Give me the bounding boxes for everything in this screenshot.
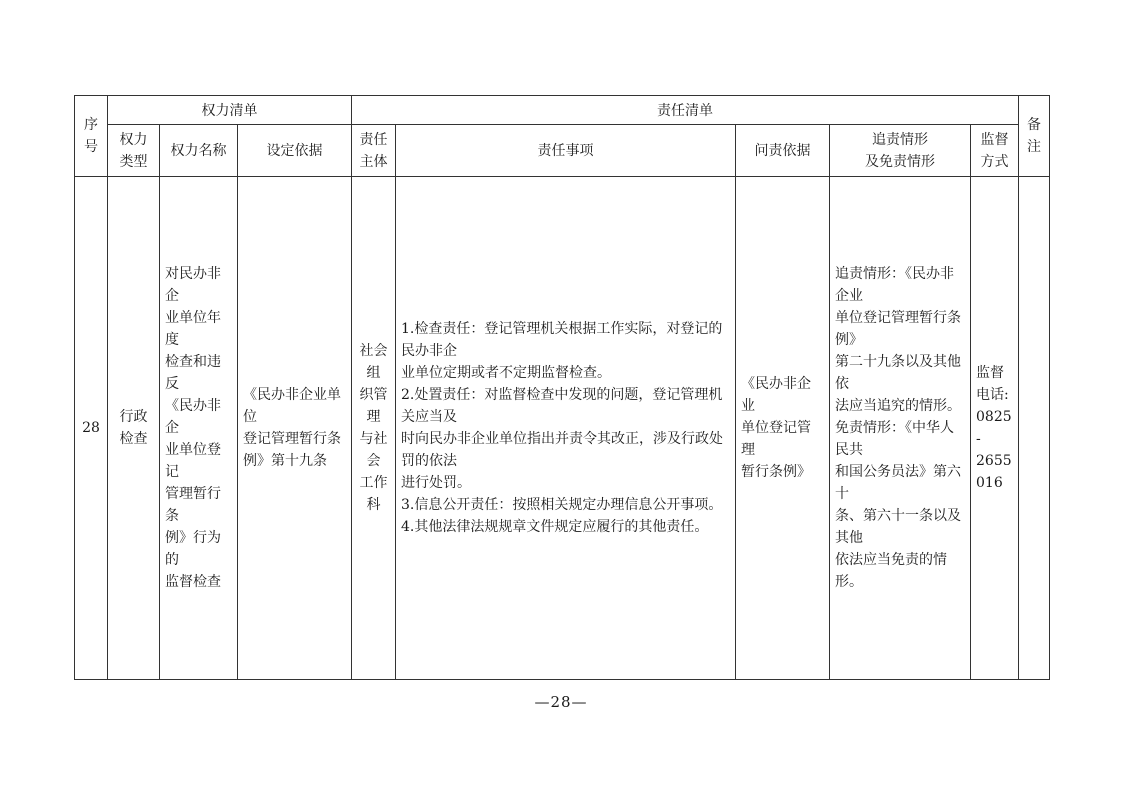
cell-basis: 《民办非企业单位 登记管理暂行条 例》第十九条 (238, 177, 352, 680)
cell-power-name: 对民办非企 业单位年度 检查和违反 《民办非企 业单位登记 管理暂行条 例》行为的 监督检查 (160, 177, 238, 680)
header-basis: 设定依据 (238, 125, 352, 177)
header-row-1 (75, 96, 1050, 125)
header-matters: 责任事项 (396, 125, 736, 177)
header-seq: 序 号 (75, 96, 108, 177)
cell-accountability-basis: 《民办非企业 单位登记管理 暂行条例》 (736, 177, 830, 680)
header-accountability-basis: 问责依据 (736, 125, 830, 177)
cell-seq: 28 (75, 177, 108, 680)
header-power-name: 权力名称 (160, 125, 238, 177)
cell-accountability: 追责情形：《民办非企业 单位登记管理暂行条例》 第二十九条以及其他依 法应当追究的情形。 免责情形：《中华人民共 和国公务员法》第六十 条、第六十一条以及其他 依法应当免责的情形。 (830, 177, 971, 680)
header-remark: 备 注 (1019, 96, 1050, 177)
header-power-list: 权力清单 (108, 96, 352, 125)
table-row (75, 177, 1050, 680)
header-subject: 责任 主体 (352, 125, 396, 177)
header-power-type: 权力 类型 (108, 125, 160, 177)
page-number: —28— (534, 693, 588, 711)
cell-power-type: 行政 检查 (108, 177, 160, 680)
header-responsibility-list: 责任清单 (352, 96, 1019, 125)
cell-remark (1019, 177, 1050, 680)
header-supervision: 监督 方式 (971, 125, 1019, 177)
cell-subject: 社会组 织管理 与社会 工作科 (352, 177, 396, 680)
cell-supervision: 监督 电话: 0825- 2655016 (971, 177, 1019, 680)
header-accountability: 追责情形 及免责情形 (830, 125, 971, 177)
responsibility-table (74, 95, 1050, 680)
header-row-2 (75, 125, 1050, 177)
cell-matters: 1.检查责任：登记管理机关根据工作实际，对登记的民办非企 业单位定期或者不定期监督检查。 2.处置责任：对监督检查中发现的问题，登记管理机关应当及 时向民办非企业单位指出并责令其改正，涉及行政处罚的依法 进行处罚。 3.信息公开责任：按照相关规定办理信息公开事项。 4.其他法律法规规章文件规定应履行的其他责任。 (396, 177, 736, 680)
